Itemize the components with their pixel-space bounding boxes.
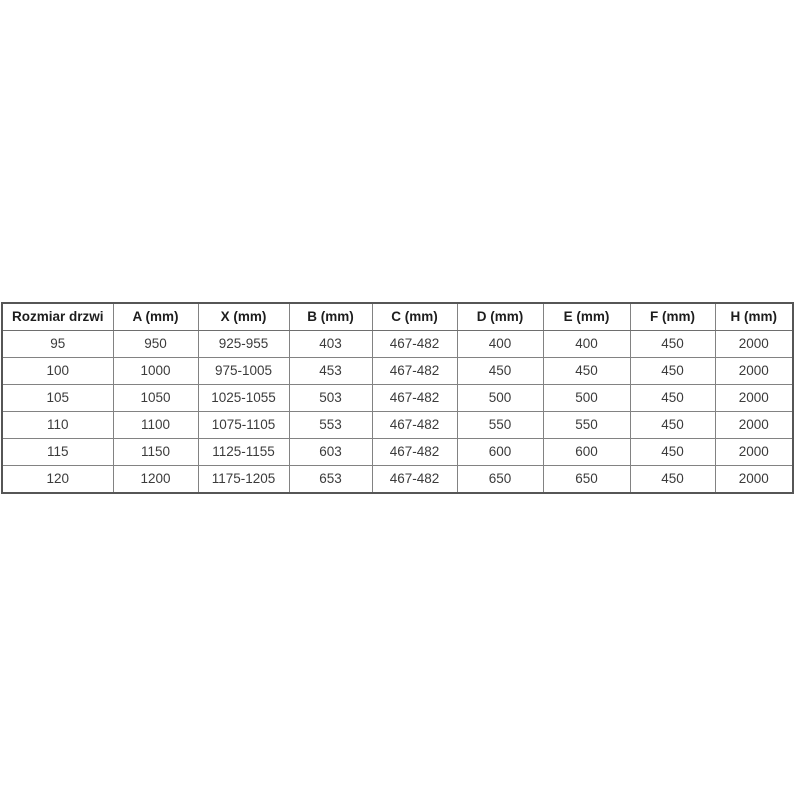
table-cell: 1000 bbox=[113, 358, 198, 385]
table-row bbox=[2, 331, 793, 358]
table-cell: 400 bbox=[457, 331, 543, 358]
table-cell: 450 bbox=[543, 358, 630, 385]
table-container bbox=[1, 302, 794, 494]
table-cell: 467-482 bbox=[372, 385, 457, 412]
table-cell: 2000 bbox=[715, 466, 793, 494]
table-cell: 450 bbox=[630, 385, 715, 412]
table-row bbox=[2, 358, 793, 385]
column-header: F (mm) bbox=[630, 303, 715, 331]
table-cell: 105 bbox=[2, 385, 113, 412]
column-header: B (mm) bbox=[289, 303, 372, 331]
table-cell: 503 bbox=[289, 385, 372, 412]
table-cell: 115 bbox=[2, 439, 113, 466]
table-row bbox=[2, 412, 793, 439]
table-cell: 1150 bbox=[113, 439, 198, 466]
table-cell: 450 bbox=[630, 412, 715, 439]
table-cell: 100 bbox=[2, 358, 113, 385]
table-cell: 600 bbox=[543, 439, 630, 466]
table-cell: 925-955 bbox=[198, 331, 289, 358]
table-cell: 450 bbox=[457, 358, 543, 385]
table-cell: 2000 bbox=[715, 385, 793, 412]
table-cell: 950 bbox=[113, 331, 198, 358]
table-cell: 600 bbox=[457, 439, 543, 466]
table-cell: 1025-1055 bbox=[198, 385, 289, 412]
table-header bbox=[2, 303, 793, 331]
table-cell: 120 bbox=[2, 466, 113, 494]
table-cell: 450 bbox=[630, 358, 715, 385]
table-cell: 467-482 bbox=[372, 331, 457, 358]
table-cell: 467-482 bbox=[372, 439, 457, 466]
table-cell: 650 bbox=[543, 466, 630, 494]
table-cell: 553 bbox=[289, 412, 372, 439]
column-header: A (mm) bbox=[113, 303, 198, 331]
table-cell: 450 bbox=[630, 466, 715, 494]
table-cell: 2000 bbox=[715, 439, 793, 466]
column-header: Rozmiar drzwi bbox=[2, 303, 113, 331]
table-cell: 467-482 bbox=[372, 358, 457, 385]
door-dimensions-table bbox=[1, 302, 794, 494]
table-cell: 550 bbox=[457, 412, 543, 439]
table-cell: 1075-1105 bbox=[198, 412, 289, 439]
table-cell: 453 bbox=[289, 358, 372, 385]
table-cell: 550 bbox=[543, 412, 630, 439]
table-cell: 500 bbox=[543, 385, 630, 412]
table-cell: 500 bbox=[457, 385, 543, 412]
table-cell: 1100 bbox=[113, 412, 198, 439]
column-header: C (mm) bbox=[372, 303, 457, 331]
table-cell: 2000 bbox=[715, 358, 793, 385]
table-cell: 400 bbox=[543, 331, 630, 358]
column-header: E (mm) bbox=[543, 303, 630, 331]
table-cell: 1175-1205 bbox=[198, 466, 289, 494]
table-row bbox=[2, 439, 793, 466]
table-row bbox=[2, 466, 793, 494]
table-cell: 650 bbox=[457, 466, 543, 494]
table-cell: 1200 bbox=[113, 466, 198, 494]
header-row bbox=[2, 303, 793, 331]
table-cell: 1125-1155 bbox=[198, 439, 289, 466]
table-cell: 975-1005 bbox=[198, 358, 289, 385]
table-cell: 2000 bbox=[715, 412, 793, 439]
column-header: X (mm) bbox=[198, 303, 289, 331]
table-cell: 1050 bbox=[113, 385, 198, 412]
table-row bbox=[2, 385, 793, 412]
table-cell: 110 bbox=[2, 412, 113, 439]
table-cell: 467-482 bbox=[372, 466, 457, 494]
column-header: H (mm) bbox=[715, 303, 793, 331]
table-cell: 450 bbox=[630, 439, 715, 466]
column-header: D (mm) bbox=[457, 303, 543, 331]
table-cell: 2000 bbox=[715, 331, 793, 358]
table-body bbox=[2, 331, 793, 494]
table-cell: 653 bbox=[289, 466, 372, 494]
table-cell: 403 bbox=[289, 331, 372, 358]
table-cell: 603 bbox=[289, 439, 372, 466]
table-cell: 450 bbox=[630, 331, 715, 358]
table-cell: 95 bbox=[2, 331, 113, 358]
table-cell: 467-482 bbox=[372, 412, 457, 439]
